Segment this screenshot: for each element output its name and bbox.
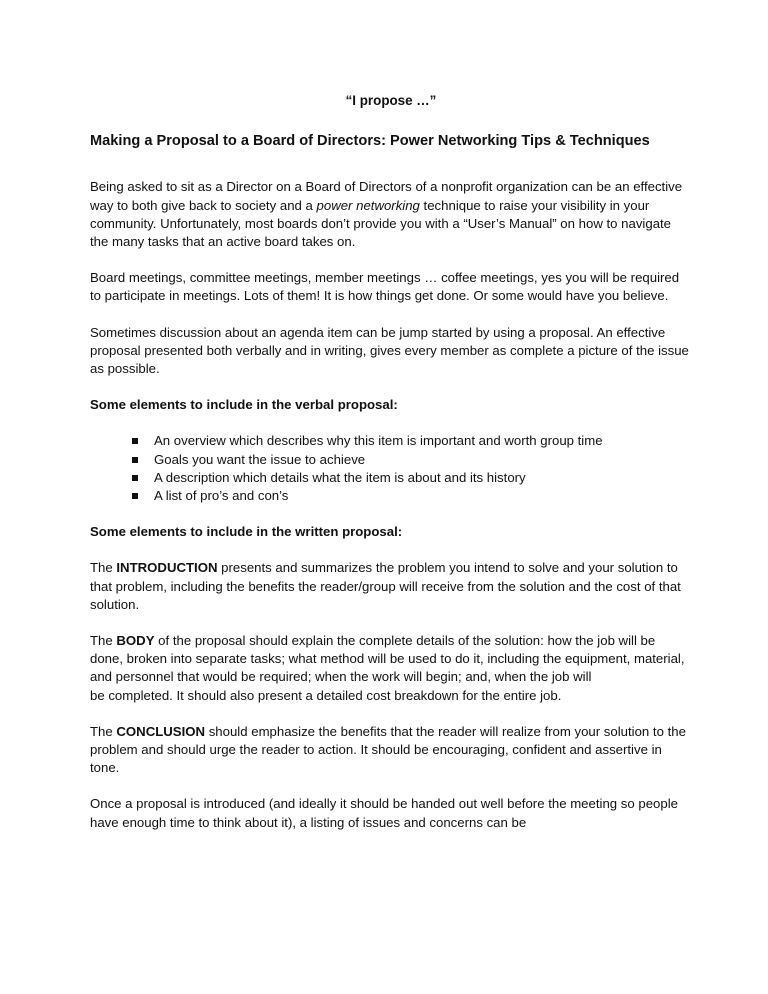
body-prefix: The — [90, 633, 117, 649]
paragraph-conclusion-section — [90, 723, 690, 778]
written-proposal-heading: Some elements to include in the written proposal: — [90, 524, 403, 540]
paragraph-proposal: Sometimes discussion about an agenda item can be jump started by using a proposal. An effective proposal presented both verbally and in writing, gives every member as complete a picture of the issue as possible. — [90, 324, 689, 377]
introduction-label: INTRODUCTION — [116, 560, 218, 576]
paragraph-closing: Once a proposal is introduced (and ideally it should be handed out well before the meeting so people have enough time to think about it), a listing of issues and concerns can be — [90, 796, 678, 830]
paragraph-intro-italic: power networking — [316, 197, 420, 213]
introduction-text: presents and summarizes the problem you intend to solve and your solution to that problem, including the benefits the reader/group will receive from the solution and the cost of that solution. — [90, 560, 681, 612]
verbal-proposal-heading: Some elements to include in the verbal proposal: — [90, 397, 398, 413]
square-bullet-icon — [132, 438, 138, 444]
document-title: Making a Proposal to a Board of Directors: Power Networking Tips & Techniques — [90, 133, 650, 150]
list-item — [130, 469, 690, 487]
verbal-proposal-list — [90, 432, 690, 505]
list-item — [130, 487, 690, 505]
conclusion-prefix: The — [90, 723, 117, 739]
paragraph-intro — [90, 178, 690, 251]
body-label: BODY — [116, 633, 155, 649]
paragraph-intro-text-1: Being asked to sit as a Director on a Board of Directors of a nonprofit organization can be an effective way to both give back to society and a — [90, 179, 683, 213]
document-title-quote: “I propose …” — [345, 93, 437, 108]
list-item — [130, 432, 690, 450]
paragraph-intro-text-2: technique to raise your visibility in your community. Unfortunately, most boards don’t provide you with a “User’s Manual” on how to navigate the many tasks that an active board takes on. — [90, 197, 672, 250]
square-bullet-icon — [132, 457, 138, 463]
paragraph-body-section — [90, 632, 690, 705]
paragraph-introduction-section — [90, 559, 690, 614]
body-text-1: of the proposal should explain the complete details of the solution: how the job will be done, broken into separate tasks; what method will be used to do it, including the equipment, material, and personnel that would be required; when the work will begin; and, when the job will — [90, 633, 685, 685]
document-content — [90, 92, 690, 850]
body-text-2: be completed. It should also present a detailed cost breakdown for the entire job. — [90, 687, 562, 703]
square-bullet-icon — [132, 475, 138, 481]
list-item-text: A description which details what the item is about and its history — [154, 469, 526, 485]
paragraph-meetings: Board meetings, committee meetings, member meetings … coffee meetings, yes you will be required to participate in meetings. Lots of them! It is how things get done. Or some would have you believe. — [90, 270, 680, 304]
conclusion-text: should emphasize the benefits that the reader will realize from your solution to the problem and should urge the reader to action. It should be encouraging, confident and assertive in tone. — [90, 723, 686, 776]
list-item-text: A list of pro’s and con’s — [154, 488, 289, 504]
square-bullet-icon — [132, 493, 138, 499]
list-item-text: Goals you want the issue to achieve — [154, 451, 366, 467]
list-item — [130, 451, 690, 469]
conclusion-label: CONCLUSION — [116, 723, 206, 739]
list-item-text: An overview which describes why this item is important and worth group time — [154, 433, 603, 449]
introduction-prefix: The — [90, 560, 117, 576]
